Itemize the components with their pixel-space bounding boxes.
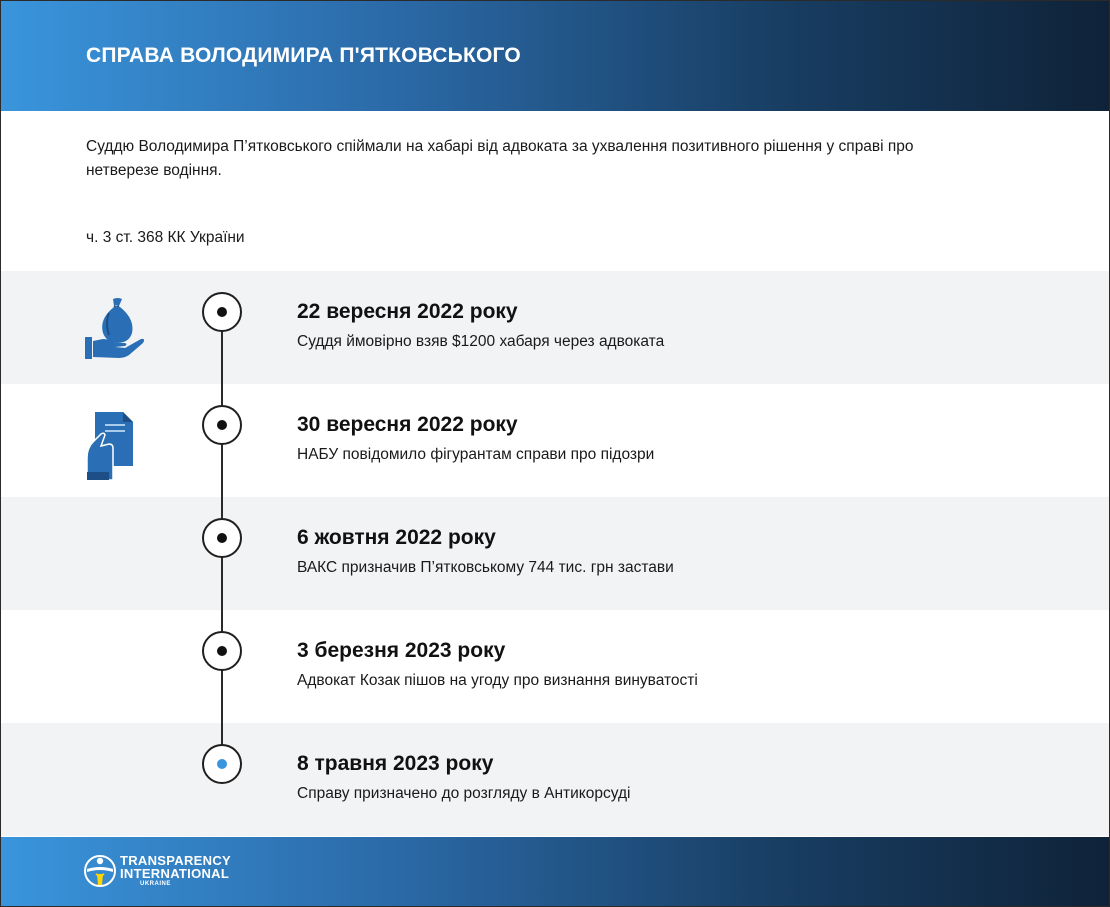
timeline-row — [1, 610, 1110, 723]
logo-line-3: UKRAINE — [140, 881, 171, 887]
timeline-dot-current — [217, 759, 227, 769]
timeline-node — [202, 405, 242, 445]
header-banner — [1, 1, 1110, 111]
timeline-row — [1, 497, 1110, 610]
money-bag-hand-icon — [85, 297, 147, 366]
event-date: 30 вересня 2022 року — [297, 413, 518, 436]
logo-line-1: TRANSPARENCY — [120, 853, 231, 868]
transparency-international-logo — [84, 854, 231, 888]
timeline-dot — [217, 646, 227, 656]
timeline — [1, 271, 1110, 837]
logo-line-2: INTERNATIONAL — [120, 866, 230, 881]
document-hand-icon — [85, 412, 135, 487]
timeline-row — [1, 384, 1110, 497]
event-date: 22 вересня 2022 року — [297, 300, 518, 323]
legal-article: ч. 3 ст. 368 КК України — [86, 229, 245, 246]
timeline-dot — [217, 307, 227, 317]
event-date: 3 березня 2023 року — [297, 639, 506, 662]
timeline-node — [202, 631, 242, 671]
event-date: 6 жовтня 2022 року — [297, 526, 496, 549]
timeline-row — [1, 271, 1110, 384]
footer-banner — [1, 837, 1110, 907]
ti-emblem-icon — [84, 854, 116, 888]
event-description: Суддя ймовірно взяв $1200 хабаря через адвоката — [297, 333, 665, 350]
timeline-node-current — [202, 744, 242, 784]
event-date: 8 травня 2023 року — [297, 752, 494, 775]
event-description: Адвокат Козак пішов на угоду про визнання винуватості — [297, 672, 698, 689]
event-description: НАБУ повідомило фігурантам справи про підозри — [297, 446, 655, 463]
intro-text: Суддю Володимира П’ятковського спіймали на хабарі від адвоката за ухвалення позитивного рішення у справі про нетверезе водіння. — [86, 138, 914, 179]
timeline-dot — [217, 420, 227, 430]
timeline-node — [202, 518, 242, 558]
page-title: СПРАВА ВОЛОДИМИРА П'ЯТКОВСЬКОГО — [86, 44, 521, 67]
event-description: Справу призначено до розгляду в Антикорсуді — [297, 785, 631, 802]
timeline-dot — [217, 533, 227, 543]
event-description: ВАКС призначив П’ятковському 744 тис. грн застави — [297, 559, 674, 576]
timeline-node — [202, 292, 242, 332]
timeline-row — [1, 723, 1110, 836]
